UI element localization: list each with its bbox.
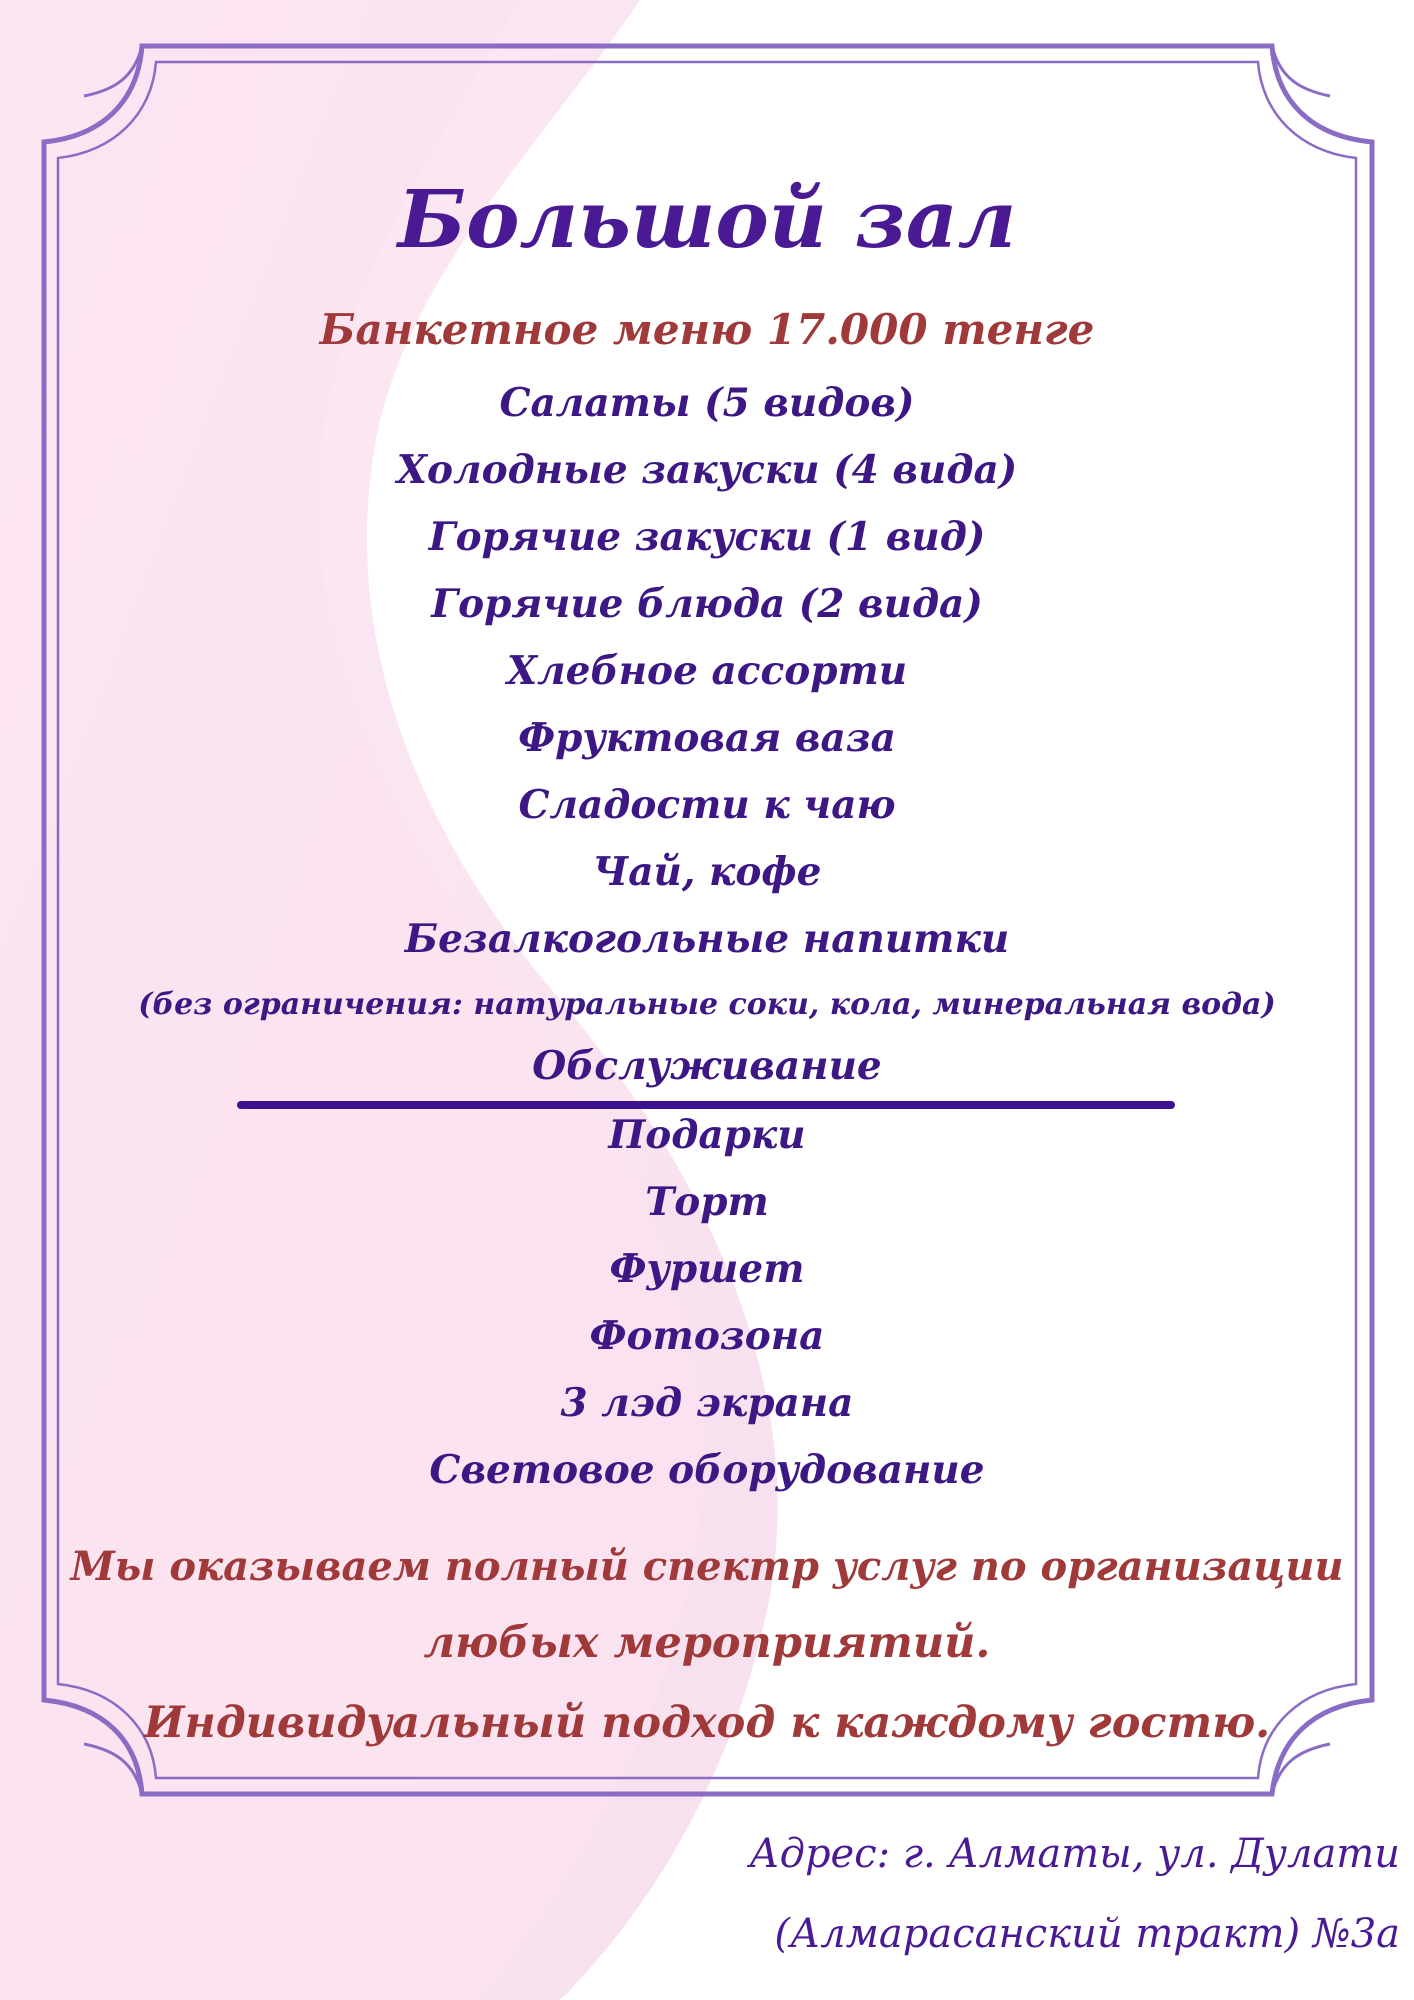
extra-item: 3 лэд экрана (560, 1380, 854, 1426)
extra-item: Световое оборудование (429, 1447, 985, 1493)
menu-item: Хлебное ассорти (506, 648, 908, 694)
menu-item: Горячие блюда (2 вида) (431, 581, 983, 627)
address-line: (Алмарасанский тракт) №3а (774, 1911, 1400, 1957)
extra-item: Торт (645, 1179, 769, 1225)
menu-item: Холодные закуски (4 вида) (396, 447, 1018, 493)
slogan-line: Мы оказываем полный спектр услуг по организации (70, 1543, 1344, 1590)
menu-price-heading: Банкетное меню 17.000 тенге (319, 305, 1095, 354)
extra-item: Подарки (608, 1112, 806, 1158)
menu-item: Сладости к чаю (518, 782, 896, 828)
menu-item: Чай, кофе (592, 849, 822, 895)
address-line: Адрес: г. Алматы, ул. Дулати (749, 1831, 1400, 1877)
menu-item: Фруктовая ваза (518, 715, 896, 761)
menu-item: Салаты (5 видов) (499, 380, 915, 426)
extra-item: Фотозона (589, 1313, 825, 1359)
menu-item: Горячие закуски (1 вид) (428, 514, 986, 560)
service-label: Обслуживание (532, 1043, 882, 1089)
slogan-line: Индивидуальный подход к каждому гостю. (143, 1698, 1271, 1748)
slogan-line: любых мероприятий. (423, 1618, 991, 1668)
section-divider (237, 1101, 1175, 1109)
page-title: Большой зал (397, 172, 1017, 266)
drinks-note: (без ограничения: натуральные соки, кола, минеральная вода) (138, 987, 1276, 1022)
menu-item: Безалкогольные напитки (404, 916, 1010, 962)
extra-item: Фуршет (609, 1246, 805, 1292)
